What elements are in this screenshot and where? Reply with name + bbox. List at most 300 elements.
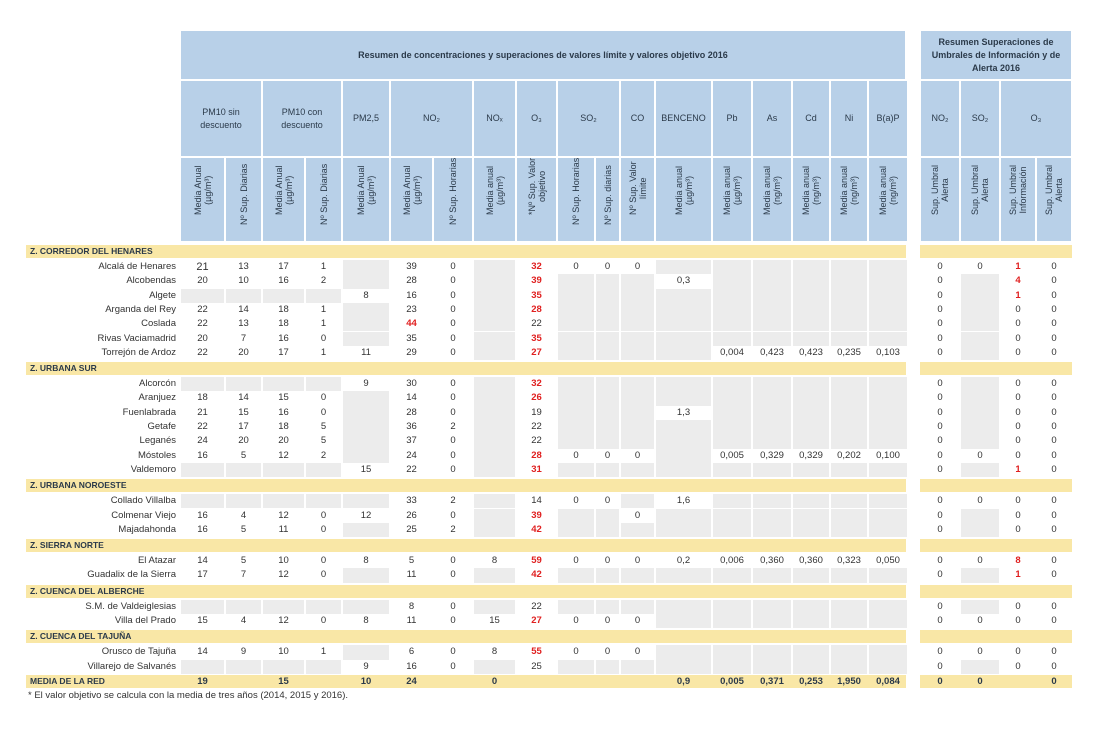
empty-cell (793, 420, 829, 434)
value-cell: 0 (937, 615, 943, 626)
average-value: 0,084 (876, 675, 900, 687)
subheader-text: Sup. Umbral Alerta (930, 164, 950, 215)
empty-cell (474, 391, 515, 405)
empty-cell (596, 274, 619, 288)
network-average-row: MEDIA DE LA RED (26, 675, 906, 688)
value-cell: 0 (937, 449, 943, 461)
value-cell: 25 (531, 660, 542, 672)
value-cell: 0 (1015, 392, 1021, 404)
value-cell: 0 (937, 289, 943, 301)
value-cell: 2 (450, 523, 456, 535)
empty-cell (961, 509, 999, 523)
value-cell: 22 (531, 421, 542, 432)
empty-cell (343, 420, 389, 434)
value-cell: 1 (320, 261, 327, 272)
empty-cell (753, 509, 791, 523)
empty-cell (831, 523, 867, 537)
subheader-21 (1036, 157, 1072, 242)
empty-cell (226, 463, 261, 477)
empty-cell (558, 420, 594, 434)
empty-cell (621, 406, 654, 420)
value-cell: 20 (197, 275, 208, 287)
value-cell: 0 (320, 406, 327, 418)
empty-cell (621, 523, 654, 537)
value-cell: 17 (238, 421, 249, 432)
empty-cell (474, 377, 515, 391)
value-cell: 0 (450, 646, 456, 658)
value-cell: 0 (1051, 600, 1057, 612)
empty-cell (713, 391, 751, 405)
value-cell: 0 (1015, 346, 1021, 358)
value-cell: 0 (320, 332, 327, 344)
value-cell: 29 (406, 346, 417, 358)
value-cell: 35 (531, 332, 542, 344)
empty-cell (713, 660, 751, 674)
value-cell: 16 (406, 660, 417, 672)
value-cell: 0 (1051, 346, 1057, 358)
empty-cell (713, 406, 751, 420)
empty-cell (753, 317, 791, 331)
group-header-as: As (752, 80, 792, 157)
empty-cell (869, 391, 907, 405)
zone-band-0-right (920, 245, 1072, 258)
value-cell: 21 (197, 406, 208, 418)
empty-cell (558, 434, 594, 448)
value-cell: 0 (604, 495, 611, 507)
value-cell: 0 (1051, 660, 1057, 672)
value-cell: 8 (491, 646, 498, 658)
empty-cell (656, 377, 711, 391)
average-value: 10 (360, 675, 372, 687)
value-cell: 0 (937, 660, 943, 672)
value-cell: 0,3 (676, 275, 691, 287)
value-cell: 0 (634, 646, 641, 658)
station-name: Alcalá de Henares (98, 261, 176, 272)
value-cell: 0 (977, 555, 983, 567)
value-cell: 0 (634, 449, 641, 461)
empty-cell (831, 614, 867, 628)
value-cell: 0,360 (760, 555, 784, 567)
station-name: Villarejo de Salvanés (87, 660, 176, 672)
empty-cell (869, 568, 907, 582)
value-cell: 28 (531, 449, 542, 461)
empty-cell (713, 463, 751, 477)
subheader-6 (433, 157, 473, 242)
value-cell: 0 (604, 555, 611, 567)
value-cell: 4 (1015, 275, 1021, 287)
average-value: 0,9 (676, 675, 691, 687)
value-cell: 28 (406, 275, 417, 287)
value-cell: 16 (278, 332, 289, 344)
zone-band-1-right (920, 362, 1072, 375)
empty-cell (596, 420, 619, 434)
empty-cell (793, 317, 829, 331)
empty-cell (656, 434, 711, 448)
empty-cell (596, 568, 619, 582)
value-cell: 0 (450, 435, 456, 447)
value-cell: 8 (491, 555, 498, 567)
empty-cell (558, 509, 594, 523)
station-name: Aranjuez (138, 392, 176, 404)
empty-cell (343, 645, 389, 659)
value-cell: 1,3 (676, 406, 691, 418)
empty-cell (621, 303, 654, 317)
empty-cell (793, 303, 829, 317)
empty-cell (831, 434, 867, 448)
empty-cell (961, 463, 999, 477)
value-cell: 0,005 (720, 449, 744, 461)
value-cell: 6 (408, 646, 415, 658)
value-cell: 0 (320, 615, 327, 626)
value-cell: 13 (238, 318, 249, 330)
value-cell: 0 (1051, 449, 1057, 461)
subheader-text: Sup. Umbral Información (1008, 164, 1028, 215)
empty-cell (226, 377, 261, 391)
empty-cell (961, 289, 999, 303)
value-cell: 1,6 (676, 495, 691, 507)
value-cell: 0,100 (876, 449, 900, 461)
zone-band-3-right (920, 539, 1072, 552)
value-cell: 0 (937, 332, 943, 344)
value-cell: 0 (977, 495, 983, 507)
value-cell: 0 (450, 509, 456, 521)
empty-cell (621, 274, 654, 288)
value-cell: 13 (238, 261, 249, 272)
value-cell: 0 (450, 463, 456, 475)
empty-cell (713, 645, 751, 659)
empty-cell (753, 260, 791, 274)
empty-cell (306, 463, 341, 477)
value-cell: 0 (1051, 406, 1057, 418)
value-cell: 0 (1015, 523, 1021, 535)
empty-cell (474, 332, 515, 346)
empty-cell (306, 377, 341, 391)
value-cell: 0 (1015, 421, 1021, 432)
value-cell: 17 (197, 569, 208, 581)
value-cell: 35 (406, 332, 417, 344)
value-cell: 0 (320, 555, 327, 567)
value-cell: 0 (937, 261, 943, 272)
empty-cell (831, 600, 867, 614)
empty-cell (656, 346, 711, 360)
empty-cell (181, 289, 224, 303)
station-name: Colmenar Viejo (111, 509, 176, 521)
empty-cell (713, 303, 751, 317)
empty-cell (181, 377, 224, 391)
empty-cell (596, 317, 619, 331)
value-cell: 35 (531, 289, 542, 301)
average-value: 1,950 (837, 675, 861, 687)
average-value: 15 (278, 675, 289, 687)
station-name: Orusco de Tajuña (101, 646, 176, 658)
value-cell: 0 (450, 615, 456, 626)
empty-cell (474, 434, 515, 448)
station-name: Móstoles (137, 449, 176, 461)
value-cell: 14 (406, 392, 417, 404)
value-cell: 30 (406, 378, 417, 390)
empty-cell (306, 660, 341, 674)
empty-cell (713, 568, 751, 582)
empty-cell (181, 660, 224, 674)
value-cell: 0,235 (837, 346, 861, 358)
empty-cell (656, 332, 711, 346)
value-cell: 18 (278, 303, 289, 315)
group-header-pm25: PM2,5 (342, 80, 390, 157)
empty-cell (621, 377, 654, 391)
empty-cell (621, 463, 654, 477)
value-cell: 27 (531, 615, 542, 626)
value-cell: 1 (320, 346, 327, 358)
empty-cell (793, 332, 829, 346)
value-cell: 42 (531, 523, 542, 535)
empty-cell (713, 289, 751, 303)
value-cell: 0,202 (837, 449, 861, 461)
empty-cell (869, 614, 907, 628)
empty-cell (621, 434, 654, 448)
empty-cell (558, 523, 594, 537)
empty-cell (793, 600, 829, 614)
value-cell: 0 (450, 318, 456, 330)
empty-cell (869, 406, 907, 420)
empty-cell (831, 420, 867, 434)
value-cell: 37 (406, 435, 417, 447)
empty-cell (793, 523, 829, 537)
subheader-19 (960, 157, 1000, 242)
value-cell: 0 (1051, 646, 1057, 658)
empty-cell (474, 463, 515, 477)
subheader-16 (830, 157, 868, 242)
value-cell: 16 (197, 449, 208, 461)
station-name: Algete (149, 289, 176, 301)
value-cell: 11 (278, 523, 289, 535)
empty-cell (753, 406, 791, 420)
value-cell: 0 (937, 600, 943, 612)
empty-cell (474, 406, 515, 420)
value-cell: 20 (197, 332, 208, 344)
empty-cell (474, 600, 515, 614)
empty-cell (621, 420, 654, 434)
empty-cell (793, 660, 829, 674)
empty-cell (961, 434, 999, 448)
empty-cell (343, 600, 389, 614)
subheader-12 (655, 157, 712, 242)
empty-cell (474, 509, 515, 523)
empty-cell (656, 645, 711, 659)
value-cell: 0 (450, 569, 456, 581)
empty-cell (181, 463, 224, 477)
value-cell: 11 (406, 615, 417, 626)
group-header-cd: Cd (792, 80, 830, 157)
empty-cell (596, 406, 619, 420)
subheader-text: Media anual (µg/m³) (484, 165, 505, 215)
value-cell: 31 (531, 463, 542, 475)
value-cell: 39 (531, 509, 542, 521)
value-cell: 22 (531, 600, 542, 612)
value-cell: 26 (531, 392, 542, 404)
empty-cell (558, 377, 594, 391)
empty-cell (831, 260, 867, 274)
value-cell: 15 (197, 615, 208, 626)
value-cell: 1 (1015, 261, 1021, 272)
empty-cell (793, 260, 829, 274)
average-value: 0 (1051, 675, 1057, 687)
subheader-8 (516, 157, 557, 242)
empty-cell (474, 523, 515, 537)
empty-cell (753, 391, 791, 405)
zone-band-2-right (920, 479, 1072, 492)
value-cell: 9 (240, 646, 247, 658)
station-name: Coslada (141, 318, 176, 330)
empty-cell (306, 600, 341, 614)
value-cell: 0 (604, 615, 611, 626)
value-cell: 18 (278, 421, 289, 432)
subheader-text: Media Anual (µg/m³) (192, 165, 213, 215)
group-header-ni: Ni (830, 80, 868, 157)
subheader-text: Media Anual (µg/m³) (401, 165, 422, 215)
value-cell: 0,329 (760, 449, 784, 461)
empty-cell (621, 391, 654, 405)
value-cell: 0 (977, 449, 983, 461)
empty-cell (961, 523, 999, 537)
value-cell: 0 (450, 303, 456, 315)
empty-cell (793, 406, 829, 420)
empty-cell (263, 600, 304, 614)
empty-cell (656, 303, 711, 317)
empty-cell (831, 391, 867, 405)
average-value: 24 (406, 675, 417, 687)
value-cell: 0 (937, 555, 943, 567)
value-cell: 0 (320, 509, 327, 521)
value-cell: 17 (278, 346, 289, 358)
empty-cell (793, 377, 829, 391)
value-cell: 14 (197, 555, 208, 567)
subheader-2 (262, 157, 305, 242)
value-cell: 42 (531, 569, 542, 581)
subheader-9 (557, 157, 595, 242)
value-cell: 0 (1015, 495, 1021, 507)
empty-cell (621, 346, 654, 360)
value-cell: 0 (937, 646, 943, 658)
group-header-u_o3: O₃ (1000, 80, 1072, 157)
empty-cell (869, 494, 907, 508)
empty-cell (621, 289, 654, 303)
empty-cell (558, 600, 594, 614)
empty-cell (961, 420, 999, 434)
subheader-15 (792, 157, 830, 242)
empty-cell (558, 289, 594, 303)
value-cell: 17 (278, 261, 289, 272)
value-cell: 22 (197, 303, 208, 315)
empty-cell (961, 600, 999, 614)
value-cell: 32 (531, 378, 542, 390)
empty-cell (226, 660, 261, 674)
value-cell: 0 (450, 600, 456, 612)
value-cell: 22 (197, 346, 208, 358)
subheader-text: Sup. Umbral Alerta (1044, 164, 1064, 215)
value-cell: 0 (634, 555, 641, 567)
value-cell: 4 (240, 509, 247, 521)
empty-cell (831, 289, 867, 303)
value-cell: 0 (1051, 303, 1057, 315)
empty-cell (831, 303, 867, 317)
value-cell: 8 (363, 555, 369, 567)
empty-cell (753, 523, 791, 537)
empty-cell (793, 568, 829, 582)
empty-cell (753, 660, 791, 674)
empty-cell (343, 494, 389, 508)
empty-cell (343, 332, 389, 346)
empty-cell (869, 645, 907, 659)
value-cell: 0,423 (760, 346, 784, 358)
empty-cell (793, 289, 829, 303)
empty-cell (596, 391, 619, 405)
value-cell: 14 (238, 303, 249, 315)
value-cell: 12 (278, 449, 289, 461)
empty-cell (869, 463, 907, 477)
empty-cell (181, 600, 224, 614)
value-cell: 0 (1051, 332, 1057, 344)
station-name: Fuenlabrada (122, 406, 176, 418)
value-cell: 0 (977, 261, 983, 272)
empty-cell (558, 660, 594, 674)
empty-cell (713, 332, 751, 346)
empty-cell (713, 377, 751, 391)
value-cell: 0 (1015, 378, 1021, 390)
empty-cell (869, 523, 907, 537)
value-cell: 24 (197, 435, 208, 447)
value-cell: 1 (320, 303, 327, 315)
value-cell: 0 (1015, 332, 1021, 344)
value-cell: 28 (531, 303, 542, 315)
empty-cell (306, 289, 341, 303)
value-cell: 0 (937, 421, 943, 432)
value-cell: 0 (1051, 495, 1057, 507)
value-cell: 16 (197, 509, 208, 521)
value-cell: 15 (360, 463, 372, 475)
empty-cell (793, 274, 829, 288)
empty-cell (596, 463, 619, 477)
empty-cell (558, 346, 594, 360)
value-cell: 0 (604, 646, 611, 658)
value-cell: 0 (1051, 463, 1057, 475)
subheader-text: Media anual (ng/m³) (762, 165, 782, 215)
value-cell: 10 (278, 646, 289, 658)
value-cell: 0 (1051, 523, 1057, 535)
empty-cell (831, 509, 867, 523)
value-cell: 0 (1015, 660, 1021, 672)
side-title-header: Resumen Superaciones de Umbrales de Información y de Alerta 2016 (920, 30, 1072, 80)
value-cell: 11 (361, 346, 371, 358)
value-cell: 26 (406, 509, 417, 521)
value-cell: 0 (573, 261, 579, 272)
value-cell: 0 (977, 615, 983, 626)
empty-cell (621, 317, 654, 331)
value-cell: 0 (320, 569, 327, 581)
empty-cell (869, 660, 907, 674)
station-name: Torrejón de Ardoz (101, 346, 176, 358)
value-cell: 0,103 (876, 346, 900, 358)
subheader-text: Nº Sup. Diarias (318, 163, 329, 225)
value-cell: 12 (278, 615, 289, 626)
empty-cell (621, 494, 654, 508)
empty-cell (656, 449, 711, 463)
value-cell: 7 (240, 569, 247, 581)
value-cell: 0 (937, 346, 943, 358)
station-name: El Atazar (137, 555, 176, 567)
value-cell: 0 (634, 261, 641, 272)
value-cell: 20 (238, 435, 249, 447)
average-value: 0,371 (760, 675, 784, 687)
